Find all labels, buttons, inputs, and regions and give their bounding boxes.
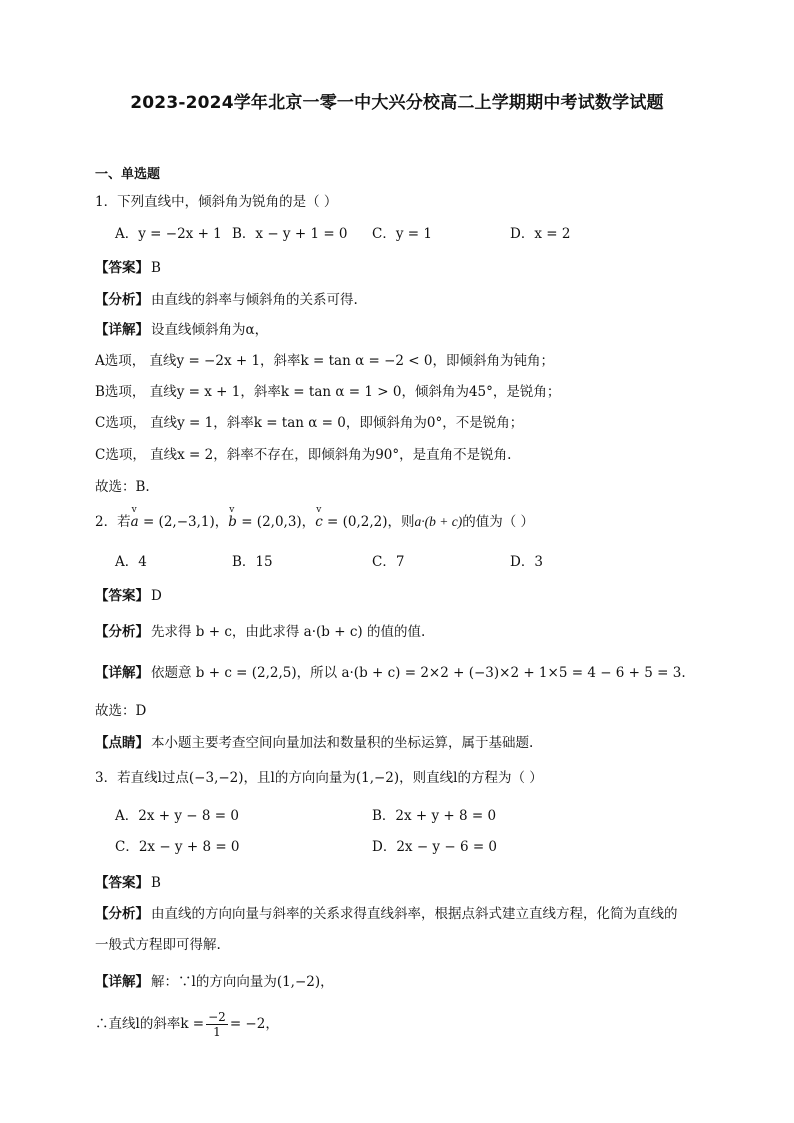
note-tag: 【点睛】 [95, 735, 149, 751]
q2-option-d: D．3 [510, 554, 543, 570]
analysis-tag: 【分析】 [95, 292, 149, 308]
q2-stem-post: 的值为（ ） [462, 514, 535, 530]
detail-tag: 【详解】 [95, 974, 149, 990]
q1-answer [95, 256, 161, 276]
q2-option-b: B．15 [232, 554, 273, 570]
q3-slope [95, 1010, 279, 1039]
q1-option-a: A．y = −2x + 1 [115, 226, 222, 242]
q1-option-c: C．y = 1 [372, 226, 432, 242]
q3-detail-text: 解：∵l的方向向量为(1,−2)， [151, 974, 334, 990]
q3-option-d: D．2x − y − 6 = 0 [372, 839, 498, 855]
q3-analysis-text: 由直线的方向向量与斜率的关系求得直线斜率，根据点斜式建立直线方程，化简为直线的 [151, 906, 678, 922]
q2-detail-text: 依题意 b + c = (2,2,5)，所以 a·(b + c) = 2×2 + (−3)×2 + 1×5 = 4 − 6 + 5 = 3. [151, 665, 686, 681]
q1-choose: 故选：B. [95, 479, 150, 495]
q3-option-c: C．2x − y + 8 = 0 [115, 839, 240, 855]
q2-analysis [95, 620, 425, 640]
q2-choose: 故选：D [95, 703, 147, 719]
q3-stem: 3．若直线l过点(−3,−2)，且l的方向向量为(1,−2)，则直线l的方程为（ ） [95, 770, 543, 786]
q1-detail-b: B选项， 直线y = x + 1，斜率k = tan α = 1 > 0，倾斜角为45°，是锐角； [95, 384, 561, 400]
q2-note-text: 本小题主要考查空间向量加法和数量积的坐标运算，属于基础题. [151, 735, 534, 751]
q2-stem [95, 510, 534, 530]
q2-answer-value: D [151, 588, 162, 604]
q3-option-a: A．2x + y − 8 = 0 [115, 808, 239, 824]
q3-analysis-cont: 一般式方程即可得解. [95, 937, 221, 953]
detail-tag: 【详解】 [95, 665, 149, 681]
q2-option-c: C．7 [372, 554, 405, 570]
answer-tag: 【答案】 [95, 260, 149, 276]
q2-note [95, 731, 533, 751]
q2-analysis-text: 先求得 b + c，由此求得 a·(b + c) 的值的值. [151, 624, 426, 640]
fraction-denominator: 1 [213, 1025, 221, 1039]
q1-detail-d: C选项， 直线x = 2，斜率不存在，即倾斜角为90°，是直角不是锐角. [95, 447, 512, 463]
q1-detail-c: C选项， 直线y = 1，斜率k = tan α = 0，即倾斜角为0°，不是锐角； [95, 415, 524, 431]
page-title: 2023-2024学年北京一零一中大兴分校高二上学期期中考试数学试题 [130, 93, 664, 113]
answer-tag: 【答案】 [95, 588, 149, 604]
vector-c: v c [315, 514, 323, 530]
detail-tag: 【详解】 [95, 322, 149, 338]
section-heading: 一、单选题 [95, 167, 161, 182]
q2-stem-b-val: = (2,0,3)， [236, 514, 316, 530]
q3-answer [95, 871, 161, 891]
q1-analysis-text: 由直线的斜率与倾斜角的关系可得. [151, 292, 358, 308]
analysis-tag: 【分析】 [95, 624, 149, 640]
q1-detail-a: A选项， 直线y = −2x + 1，斜率k = tan α = −2 < 0，即倾斜角为钝角； [95, 353, 554, 369]
vector-a: v a [131, 514, 139, 530]
answer-tag: 【答案】 [95, 875, 149, 891]
q2-option-a: A．4 [115, 554, 147, 570]
q1-detail-text: 设直线倾斜角为α， [151, 322, 269, 338]
analysis-tag: 【分析】 [95, 906, 149, 922]
vector-b: v b [228, 514, 237, 530]
q2-stem-a-val: = (2,−3,1)， [138, 514, 229, 530]
fraction-numerator: −2 [208, 1010, 226, 1024]
q1-option-d: D．x = 2 [510, 226, 571, 242]
q2-stem-expr: a·(b + c) [414, 514, 463, 529]
q1-option-b: B．x − y + 1 = 0 [232, 226, 348, 242]
q2-stem-c-val: = (0,2,2)，则 [322, 514, 415, 530]
q1-answer-value: B [151, 260, 161, 276]
q1-stem: 1．下列直线中，倾斜角为锐角的是（ ） [95, 194, 338, 210]
q3-slope-post: = −2， [229, 1016, 279, 1032]
slope-fraction [206, 1010, 228, 1039]
q3-detail [95, 970, 334, 990]
q3-slope-pre: ∴直线l的斜率k = [95, 1016, 205, 1032]
q1-detail [95, 318, 268, 338]
q2-detail [95, 661, 686, 681]
q3-analysis [95, 902, 678, 922]
q2-answer [95, 584, 162, 604]
q1-analysis [95, 288, 358, 308]
q3-option-b: B．2x + y + 8 = 0 [372, 808, 497, 824]
q2-stem-pre: 2．若 [95, 514, 131, 530]
q3-answer-value: B [151, 875, 161, 891]
